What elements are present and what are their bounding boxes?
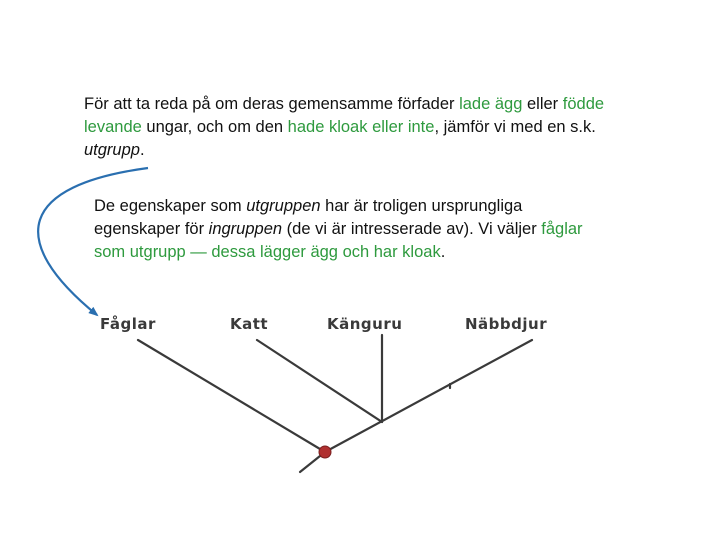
live-birth-highlight: födde levande [84,95,605,136]
taxon-label-platypus: Näbbdjur [465,315,548,333]
outgroup-text-4: . [440,243,446,261]
intro-text-3: ungar, och om den [141,118,288,136]
branch-birds [138,340,325,452]
branch-cat [257,340,382,422]
outgroup-term: utgrupp [84,141,140,159]
branch-ingroup [325,340,532,452]
intro-text-4: , jämför vi med en s.k. [434,118,596,136]
intro-text-5: . [139,141,145,159]
outgroup-text-3: (de vi är intresserade av). Vi väljer [282,220,542,238]
outgroup-text-2: har är troligen ursprungliga egenskaper för [94,197,523,238]
birds-outgroup-highlight: fåglar som utgrupp — dessa lägger ägg och har kloak [94,220,583,261]
taxon-label-cat: Katt [230,315,269,333]
outgroup-term-2: utgruppen [246,197,321,215]
intro-text-1: För att ta reda på om deras gemensamme förfader [84,95,460,113]
cloaca-highlight: hade kloak eller inte [287,118,435,136]
intro-text-2: eller [522,95,563,113]
taxon-label-kangaroo: Känguru [327,315,403,333]
ingroup-term: ingruppen [208,220,283,238]
outgroup-text-1: De egenskaper som [94,197,247,215]
pointer-arrow [38,168,148,315]
laid-eggs-highlight: lade ägg [459,95,523,113]
taxon-label-birds: Fåglar [100,315,156,333]
ancestor-node-marker [319,446,331,458]
